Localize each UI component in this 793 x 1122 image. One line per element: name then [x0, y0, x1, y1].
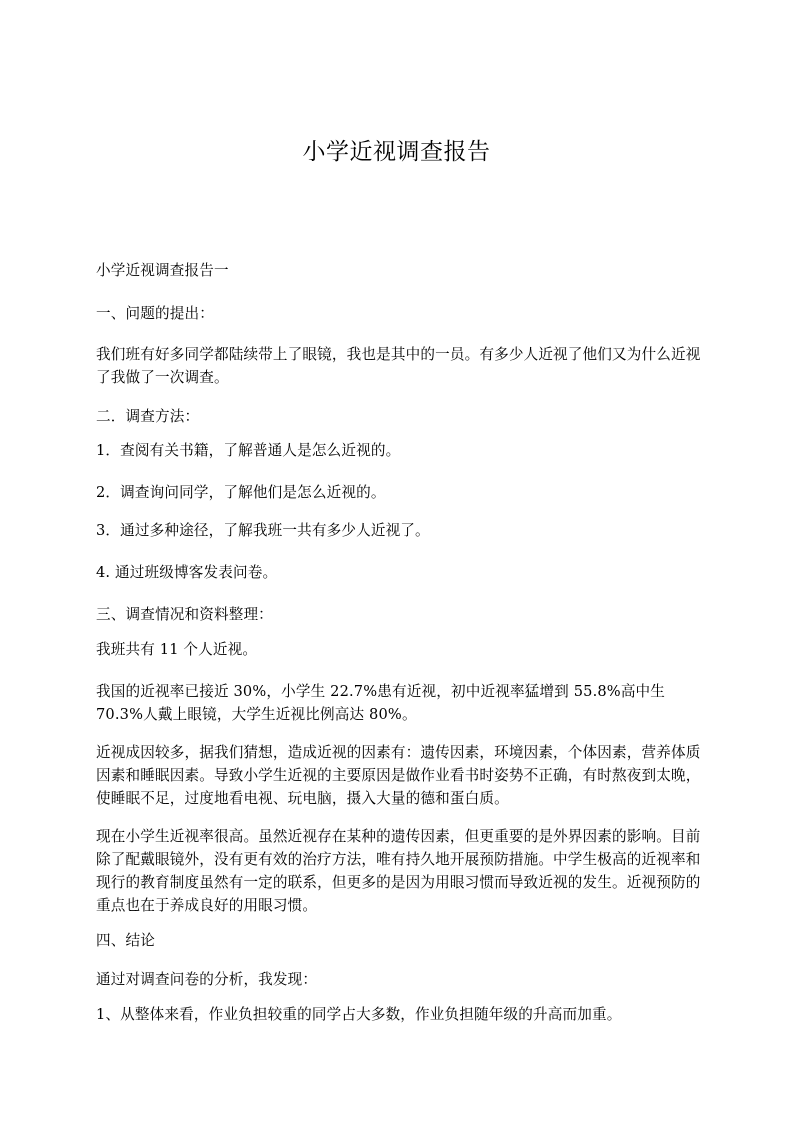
paragraph-problem: 我们班有好多同学都陆续带上了眼镜，我也是其中的一员。有多少人近视了他们又为什么近视了我做了一次调查。 [96, 346, 701, 386]
section-heading-problem: 一、问题的提出： [96, 305, 214, 322]
section-heading-conclusion: 四、结论 [96, 932, 155, 949]
paragraph-analysis-intro: 通过对调查问卷的分析，我发现： [96, 971, 318, 988]
section-heading-method: 二．调查方法： [96, 408, 200, 425]
section-heading-findings: 三、调查情况和资料整理： [96, 606, 273, 623]
paragraph-prevention: 现在小学生近视率很高。虽然近视存在某种的遗传因素，但更重要的是外界因素的影响。目前除了配戴眼镜外，没有更有效的治疗方法，唯有持久地开展预防措施。中学生极高的近视率和现行的教育制度虽然有一定的联系，但更多的是因为用眼习惯而导致近视的发生。近视预防的重点也在于养成良好的用眼习惯。 [96, 828, 701, 914]
method-item-2: 2．调查询问同学，了解他们是怎么近视的。 [96, 484, 386, 501]
document-title: 小学近视调查报告 [302, 139, 491, 165]
paragraph-causes: 近视成因较多，据我们猜想，造成近视的因素有：遗传因素，环境因素，个体因素，营养体质因素和睡眠因素。导致小学生近视的主要原因是做作业看书时姿势不正确，有时熬夜到太晚，使睡眠不足，过度地看电视、玩电脑，摄入大量的德和蛋白质。 [96, 744, 701, 807]
paragraph-class-count: 我班共有 11 个人近视。 [96, 641, 258, 658]
method-item-4: 4. 通过班级博客发表问卷。 [96, 564, 278, 581]
paragraph-national-rate: 我国的近视率已接近 30%，小学生 22.7%患有近视，初中近视率猛增到 55.8%高中生 70.3%人戴上眼镜，大学生近视比例高达 80%。 [96, 683, 666, 723]
conclusion-item-1: 1、从整体来看，作业负担较重的同学占大多数，作业负担随年级的升高而加重。 [96, 1006, 622, 1023]
method-item-3: 3．通过多种途径，了解我班一共有多少人近视了。 [96, 522, 430, 539]
method-item-1: 1．查阅有关书籍，了解普通人是怎么近视的。 [96, 442, 401, 459]
report-subtitle: 小学近视调查报告一 [96, 262, 229, 279]
